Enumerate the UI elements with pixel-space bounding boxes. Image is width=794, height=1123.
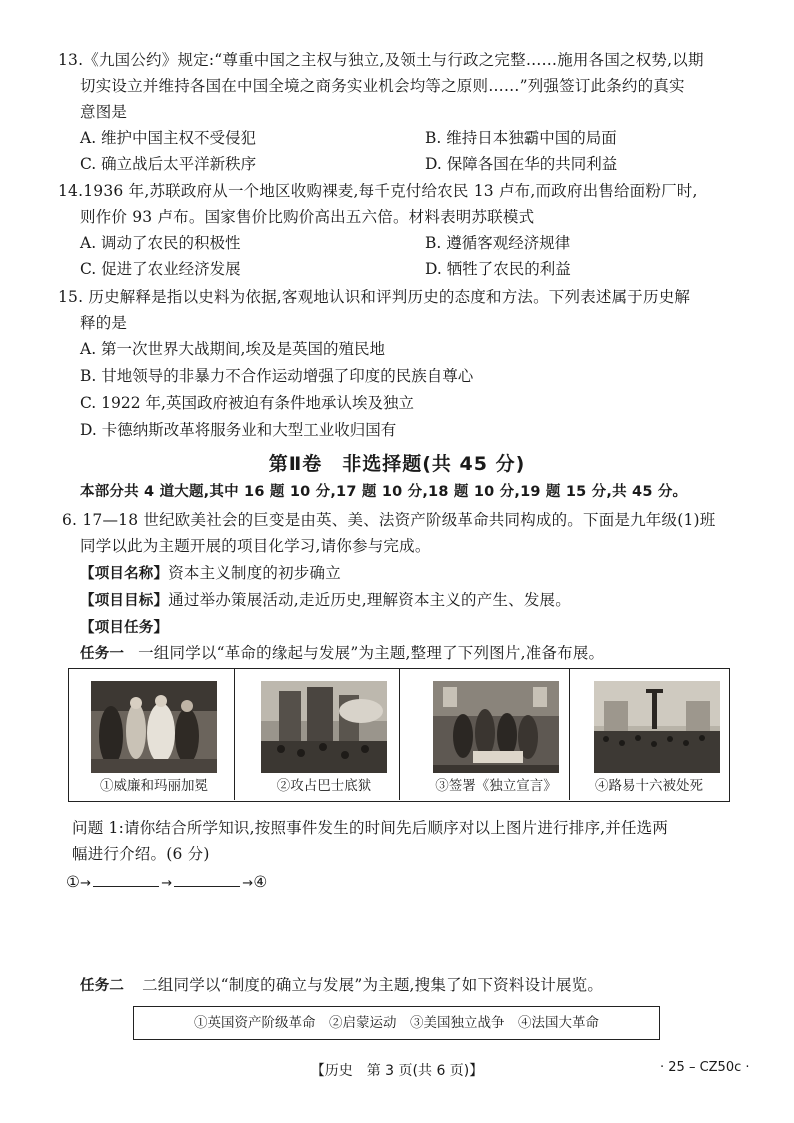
section-note: 本部分共 4 道大题,其中 16 题 10 分,17 题 10 分,18 题 10 分,19 题 15 分,共 45 分。 (80, 484, 688, 500)
project-task-tag: 【项目任务】 (80, 620, 169, 636)
task2-row (80, 973, 603, 997)
order-answer-row (66, 870, 268, 894)
task2-materials-box: ①英国资产阶级革命 ②启蒙运动 ③美国独立战争 ④法国大革命 (133, 1006, 660, 1040)
q14-option-c: C. 促进了农业经济发展 (80, 260, 241, 278)
q13-option-d: D. 保障各国在华的共同利益 (425, 155, 618, 173)
task2-text: 二组同学以“制度的确立与发展”为主题,搜集了如下资料设计展览。 (142, 976, 604, 994)
answer-blank-1[interactable] (93, 872, 159, 887)
q13-line2: 切实设立并维持各国在中国全境之商务实业机会均等之原则……”列强签订此条约的真实 (80, 77, 685, 95)
order-end: ④ (253, 873, 268, 891)
separator (234, 669, 235, 800)
project-goal-tag: 【项目目标】 (80, 593, 169, 609)
q13-option-c: C. 确立战后太平洋新秩序 (80, 155, 257, 173)
arrow-icon: → (242, 876, 254, 891)
q13-line3: 意图是 (80, 103, 128, 121)
q13-line1: 13.《九国公约》规定:“尊重中国之主权与独立,及领土与行政之完整……施用各国之权势,以期 (58, 51, 704, 69)
order-start: ① (66, 873, 81, 891)
coronation-image (91, 681, 217, 773)
task1-text: 一组同学以“革命的缘起与发展”为主题,整理了下列图片,准备布展。 (138, 644, 605, 662)
declaration-image (433, 681, 559, 773)
task2-label: 任务二 (80, 978, 125, 994)
q15-line2: 释的是 (80, 314, 128, 332)
arrow-icon: → (80, 876, 92, 891)
q13-option-b: B. 维持日本独霸中国的局面 (425, 129, 617, 147)
q14-option-d: D. 牺牲了农民的利益 (425, 260, 571, 278)
section-title: 第Ⅱ卷 非选择题(共 45 分) (268, 453, 526, 475)
question1-line1: 问题 1:请你结合所学知识,按照事件发生的时间先后顺序对以上图片进行排序,并任选两 (72, 819, 669, 837)
task1-row (80, 641, 604, 665)
caption-2: ②攻占巴士底狱 (276, 778, 372, 794)
caption-1: ①威廉和玛丽加冕 (100, 778, 208, 794)
q14-line1: 14.1936 年,苏联政府从一个地区收购裸麦,每千克付给农民 13 卢布,而政府出售给面粉厂时, (58, 182, 698, 200)
task1-label: 任务一 (80, 646, 125, 662)
caption-4: ④路易十六被处死 (595, 778, 703, 794)
project-goal-row (80, 588, 571, 612)
project-goal-text: 通过举办策展活动,走近历史,理解资本主义的产生、发展。 (168, 591, 571, 609)
project-name-row (80, 561, 341, 585)
q15-option-d: D. 卡德纳斯改革将服务业和大型工业收归国有 (80, 421, 397, 439)
arrow-icon: → (161, 876, 173, 891)
q16-line1: 6. 17—18 世纪欧美社会的巨变是由英、美、法资产阶级革命共同构成的。下面是九年级(1)班 (62, 511, 716, 529)
q15-option-c: C. 1922 年,英国政府被迫有条件地承认埃及独立 (80, 394, 414, 412)
separator (399, 669, 400, 800)
q14-option-a: A. 调动了农民的积极性 (80, 234, 241, 252)
project-name-text: 资本主义制度的初步确立 (168, 564, 341, 582)
q13-option-a: A. 维护中国主权不受侵犯 (80, 129, 257, 147)
answer-blank-2[interactable] (174, 872, 240, 887)
separator (569, 669, 570, 800)
question1-line2: 幅进行介绍。(6 分) (72, 845, 210, 863)
project-name-tag: 【项目名称】 (80, 566, 169, 582)
project-task-row (80, 615, 168, 639)
q15-option-a: A. 第一次世界大战期间,埃及是英国的殖民地 (80, 340, 385, 358)
exam-code: · 25 – CZ50c · (660, 1060, 750, 1075)
q14-option-b: B. 遵循客观经济规律 (425, 234, 571, 252)
q14-line2: 则作价 93 卢布。国家售价比购价高出五六倍。材料表明苏联模式 (80, 208, 535, 226)
q16-line2: 同学以此为主题开展的项目化学习,请你参与完成。 (80, 537, 431, 555)
q15-line1: 15. 历史解释是指以史料为依据,客观地认识和评判历史的态度和方法。下列表述属于历史解 (58, 288, 691, 306)
q15-option-b: B. 甘地领导的非暴力不合作运动增强了印度的民族自尊心 (80, 367, 474, 385)
caption-3: ③签署《独立宣言》 (435, 778, 557, 794)
execution-image (594, 681, 720, 773)
page-footer: 【历史 第 3 页(共 6 页)】 (310, 1063, 484, 1079)
image-strip (68, 668, 730, 802)
bastille-image (261, 681, 387, 773)
